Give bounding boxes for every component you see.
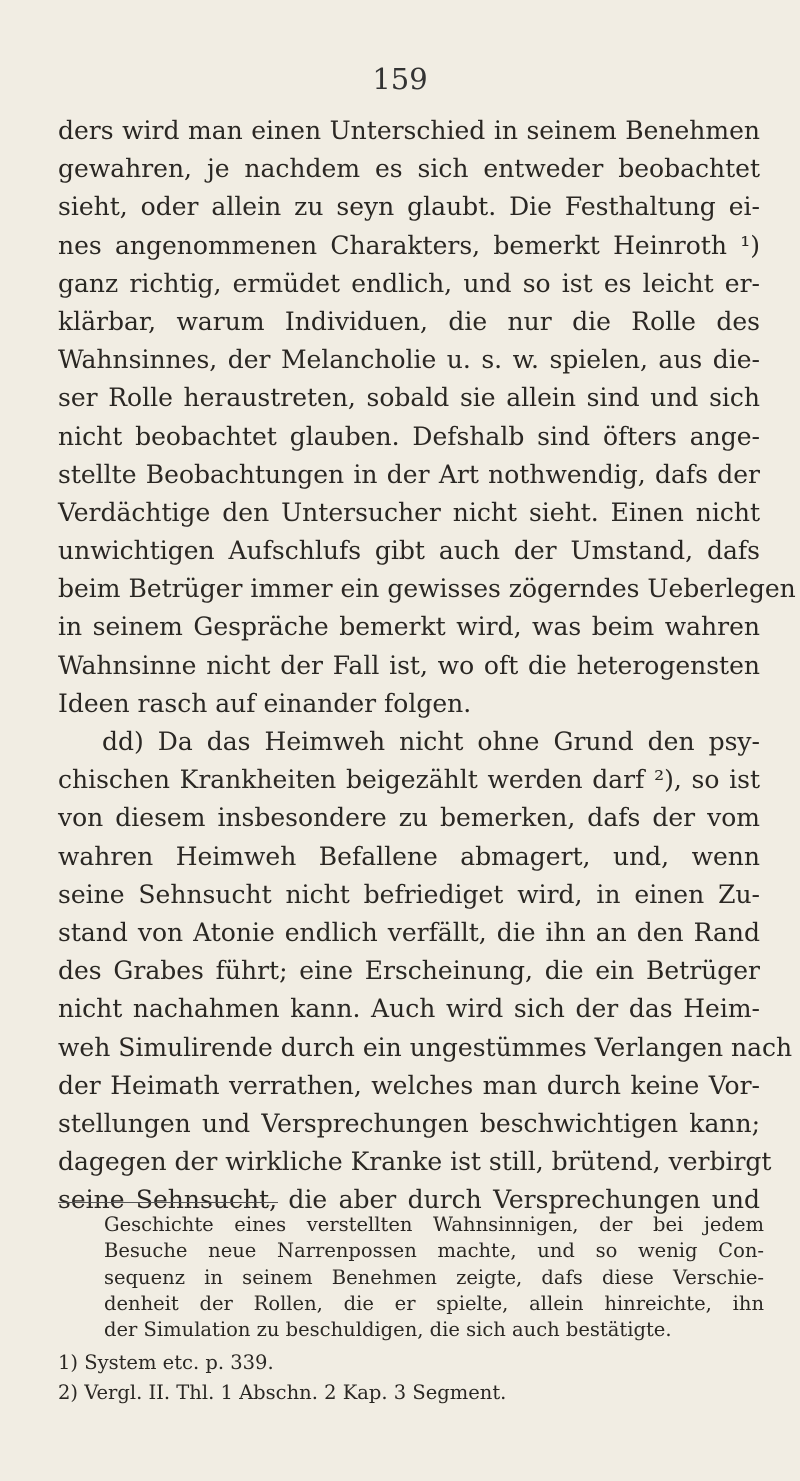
- text-line: nes angenommenen Charakters, bemerkt Heinroth ¹): [58, 230, 760, 260]
- text-line: von diesem insbesondere zu bemerken, dafs der vom: [58, 803, 760, 833]
- text-line: ganz richtig, ermüdet endlich, und so ist es leicht er-: [58, 268, 760, 298]
- footnote-divider: [58, 1202, 278, 1203]
- main-text: [58, 112, 796, 1219]
- footnote-line: der Simulation zu beschuldigen, die sich auch bestätigte.: [104, 1318, 672, 1342]
- text-line: dagegen der wirkliche Kranke ist still, brütend, verbirgt: [58, 1147, 772, 1177]
- text-line: weh Simulirende durch ein ungestümmes Verlangen nach: [58, 1032, 793, 1062]
- text-line: ders wird man einen Unterschied in seinem Benehmen: [58, 116, 760, 145]
- footnote-line: denheit der Rollen, die er spielte, allein hinreichte, ihn: [104, 1291, 764, 1315]
- text-line: stellte Beobachtungen in der Art nothwendig, dafs der: [58, 459, 760, 489]
- text-line: dd) Da das Heimweh nicht ohne Grund den psy-: [102, 727, 760, 756]
- text-line: sieht, oder allein zu seyn glaubt. Die Festhaltung ei-: [58, 192, 760, 222]
- footnote-1: 1) System etc. p. 339.: [58, 1351, 274, 1374]
- text-line: unwichtigen Aufschlufs gibt auch der Umstand, dafs: [58, 536, 760, 566]
- text-line: beim Betrüger immer ein gewisses zögerndes Ueberlegen: [58, 574, 796, 604]
- text-line: seine Sehnsucht, die aber durch Versprechungen und: [58, 1185, 760, 1215]
- text-line: der Heimath verrathen, welches man durch keine Vor-: [58, 1070, 760, 1100]
- text-line: gewahren, je nachdem es sich entweder beobachtet: [58, 154, 760, 184]
- text-line: nicht beobachtet glauben. Defshalb sind öfters ange-: [58, 421, 760, 451]
- text-line: Wahnsinne nicht der Fall ist, wo oft die heterogensten: [58, 650, 760, 680]
- text-line: Ideen rasch auf einander folgen.: [58, 688, 472, 718]
- footnotes: [58, 1348, 758, 1408]
- text-line: stand von Atonie endlich verfällt, die ihn an den Rand: [58, 917, 760, 947]
- text-line: klärbar, warum Individuen, die nur die Rolle des: [58, 306, 760, 336]
- text-line: seine Sehnsucht nicht befriediget wird, in einen Zu-: [58, 879, 760, 909]
- footnote-line: sequenz in seinem Benehmen zeigte, dafs diese Verschie-: [104, 1265, 764, 1289]
- text-line: nicht nachahmen kann. Auch wird sich der das Heim-: [58, 994, 760, 1024]
- footnote-line: Besuche neue Narrenpossen machte, und so wenig Con-: [104, 1239, 764, 1263]
- text-line: in seinem Gespräche bemerkt wird, was beim wahren: [58, 612, 760, 642]
- footnote-continuation: [104, 1212, 764, 1343]
- text-line: ser Rolle heraustreten, sobald sie allein sind und sich: [58, 383, 760, 413]
- text-line: wahren Heimweh Befallene abmagert, und, wenn: [58, 841, 760, 871]
- text-line: stellungen und Versprechungen beschwichtigen kann;: [58, 1108, 760, 1138]
- text-line: Verdächtige den Untersucher nicht sieht. Einen nicht: [58, 497, 760, 527]
- text-line: des Grabes führt; eine Erscheinung, die ein Betrüger: [58, 956, 760, 986]
- footnote-line: Geschichte eines verstellten Wahnsinnigen, der bei jedem: [104, 1213, 764, 1236]
- text-line: Wahnsinnes, der Melancholie u. s. w. spielen, aus die-: [58, 345, 760, 375]
- footnote-2: 2) Vergl. II. Thl. 1 Abschn. 2 Kap. 3 Segment.: [58, 1381, 507, 1404]
- text-line: chischen Krankheiten beigezählt werden darf ²), so ist: [58, 765, 760, 795]
- page-number: 159: [372, 62, 428, 96]
